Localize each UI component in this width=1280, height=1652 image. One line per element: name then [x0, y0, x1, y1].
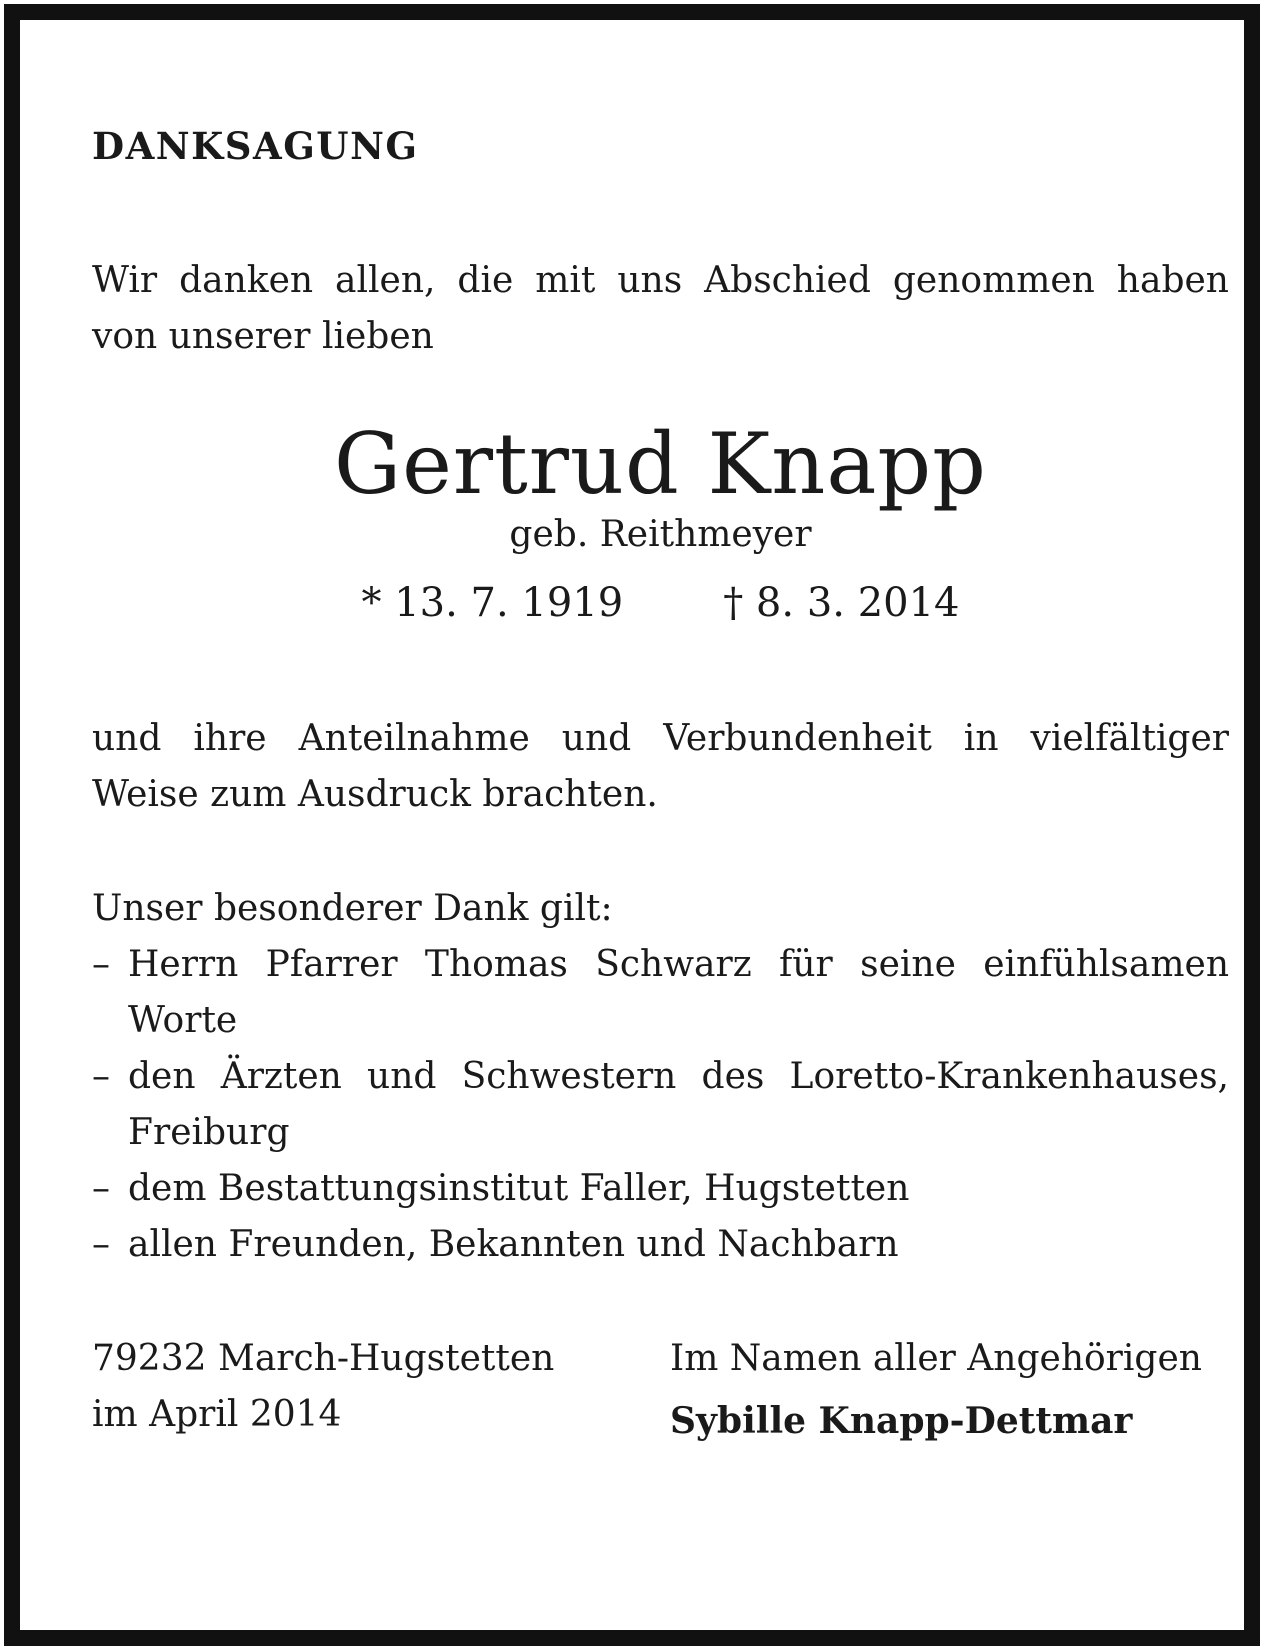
notice-heading: DANKSAGUNG — [92, 124, 419, 168]
thanks-list — [92, 937, 1229, 1273]
intro-text — [92, 253, 1229, 365]
death-date: † 8. 3. 2014 — [723, 579, 960, 626]
signature-block — [670, 1331, 1202, 1449]
deceased-name: Gertrud Knapp — [334, 415, 987, 513]
thanks-title: Unser besonderer Dank gilt: — [92, 887, 613, 929]
dash-marker: – — [92, 1223, 110, 1265]
birth-date: * 13. 7. 1919 — [361, 579, 624, 626]
maiden-name: geb. Reithmeyer — [509, 514, 812, 556]
place-date-block — [92, 1331, 554, 1443]
signer-name: Sybille Knapp-Dettmar — [670, 1399, 1133, 1442]
thanks-item — [92, 1217, 1229, 1273]
dash-marker: – — [92, 1167, 110, 1209]
life-dates — [92, 577, 1229, 629]
dash-marker: – — [92, 943, 110, 985]
thanks-item-text: allen Freunden, Bekannten und Nachbarn — [128, 1223, 899, 1265]
deceased-block — [92, 415, 1229, 629]
condolence-line-1: und ihre Anteilnahme und Verbundenheit in vielfältiger — [92, 717, 1229, 759]
notice-content — [92, 124, 1229, 1451]
thanks-item-text: dem Bestattungsinstitut Faller, Hugstetten — [128, 1167, 910, 1209]
condolence-line-2: Weise zum Ausdruck brachten. — [92, 773, 658, 815]
place: 79232 March-Hugstetten — [92, 1337, 555, 1379]
thanks-item — [92, 937, 1229, 1049]
thanks-item — [92, 1161, 1229, 1217]
notice-footer — [92, 1331, 1229, 1451]
on-behalf-text: Im Namen aller Angehörigen — [670, 1337, 1202, 1379]
thanks-item — [92, 1049, 1229, 1161]
condolence-text — [92, 711, 1229, 823]
thanks-item-text: den Ärzten und Schwestern des Loretto-Krankenhauses, Freiburg — [128, 1055, 1229, 1153]
thanks-item-text: Herrn Pfarrer Thomas Schwarz für seine einfühlsamen Worte — [128, 943, 1229, 1041]
intro-line-1: Wir danken allen, die mit uns Abschied genommen haben — [92, 260, 1229, 301]
dash-marker: – — [92, 1055, 110, 1097]
date: im April 2014 — [92, 1393, 342, 1435]
intro-line-2: von unserer lieben — [92, 316, 434, 357]
notice-frame — [4, 4, 1260, 1646]
